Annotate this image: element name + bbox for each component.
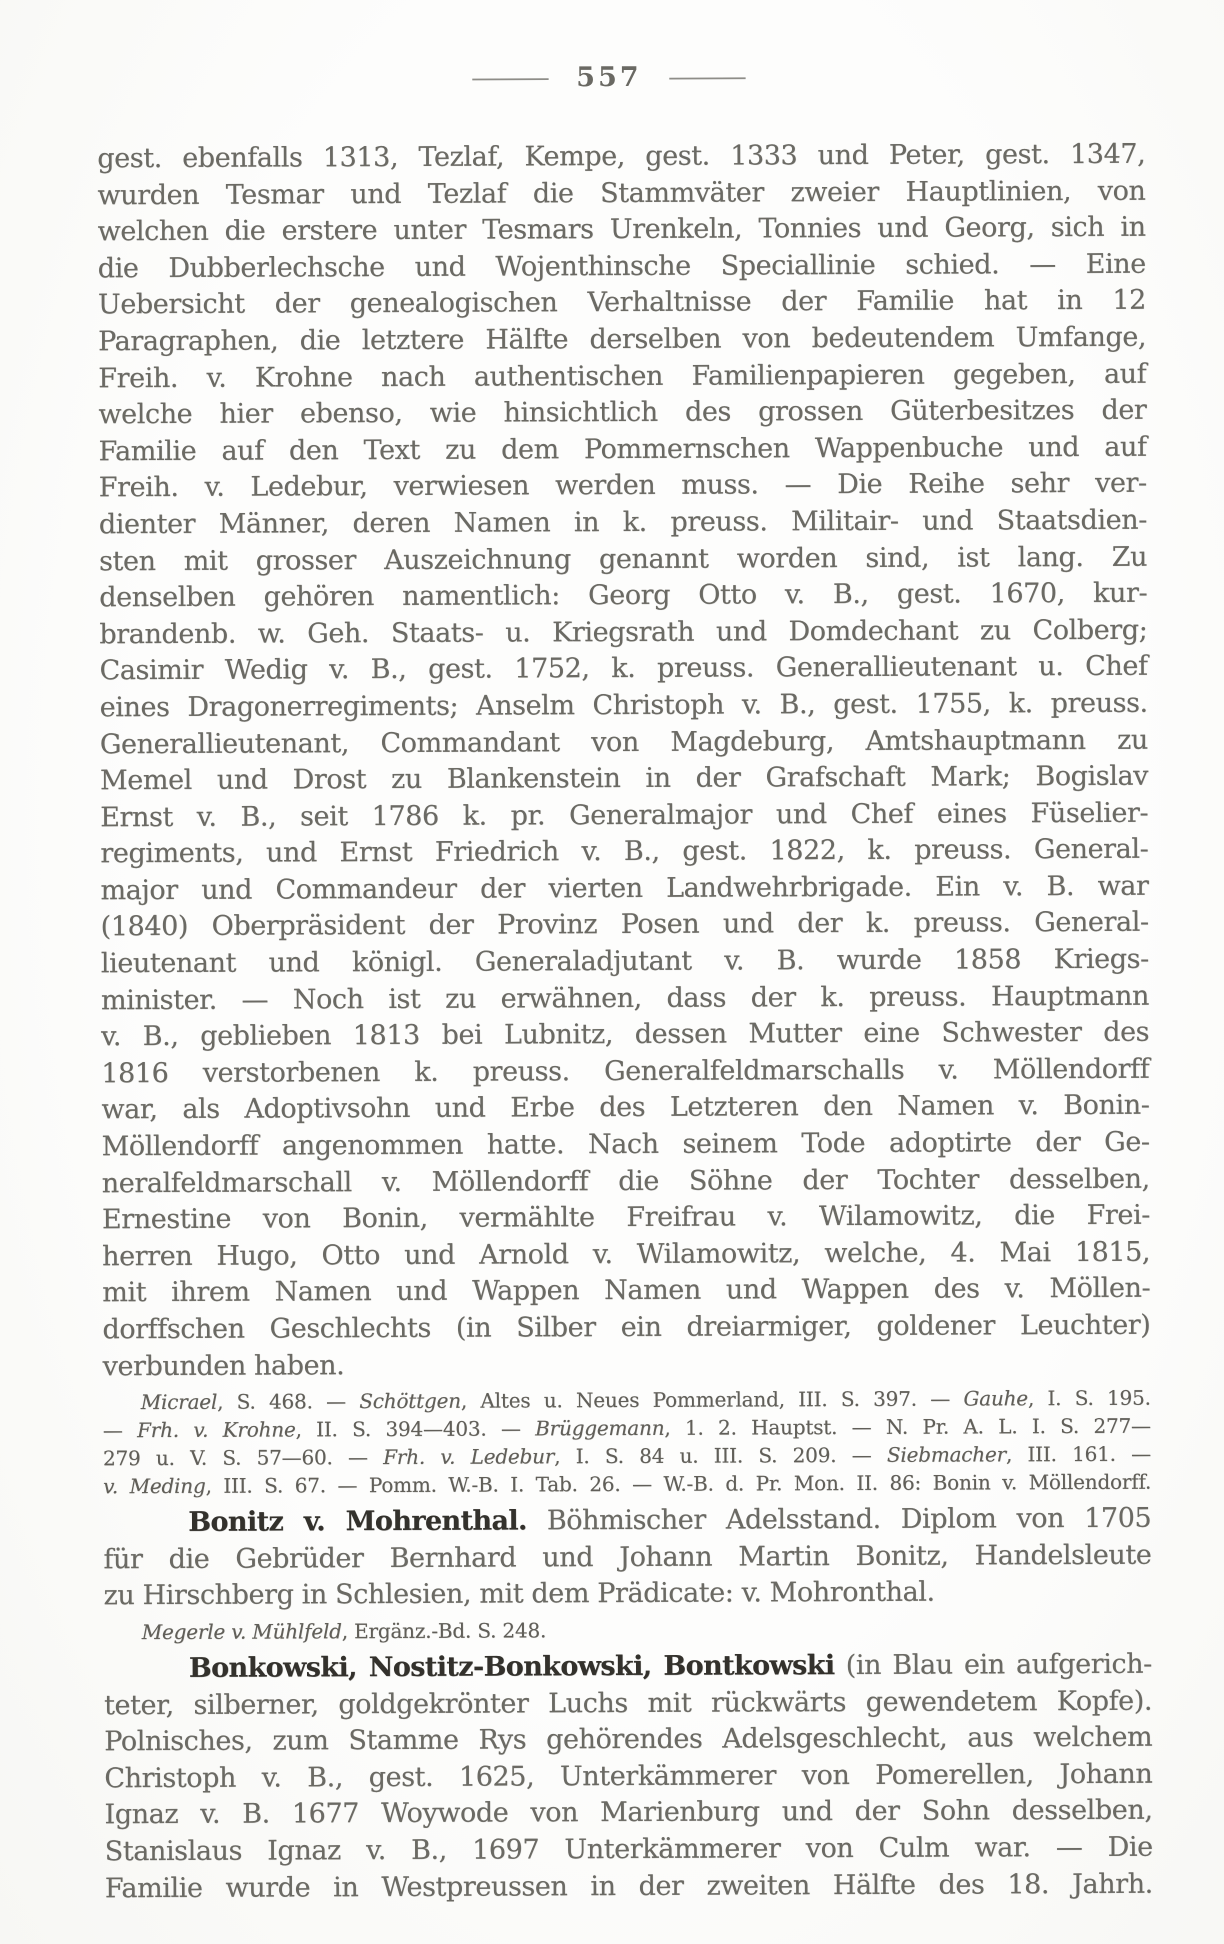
text-line <box>102 1271 1150 1312</box>
text-line <box>104 1756 1152 1797</box>
text-line <box>100 686 1148 727</box>
text-line <box>98 320 1146 361</box>
text-run: lieutenant und königl. Generaladjutant v. B. wurde 1858 Kriegs- <box>100 943 1149 980</box>
text-line <box>99 576 1147 617</box>
text-line <box>99 539 1147 580</box>
text-line <box>97 137 1145 178</box>
text-run: Ignaz v. B. 1677 Woywode von Marienburg und der Sohn desselben, <box>104 1794 1153 1831</box>
text-column <box>97 137 1153 1908</box>
text-line <box>104 1793 1152 1834</box>
text-run: Freih. v. Ledebur, verwiesen werden muss. — Die Reihe sehr ver- <box>98 468 1147 504</box>
text-run: , Ergänz.-Bd. S. 248. <box>341 1618 547 1644</box>
text-run: denselben gehören namentlich: Georg Otto v. B., gest. 1670, kur- <box>99 577 1148 614</box>
text-line <box>102 1234 1150 1275</box>
text-run: eines Dragonerregiments; Anselm Christoph v. B., gest. 1755, k. preuss. <box>99 687 1148 724</box>
text-run: sten mit grosser Auszeichnung genannt worden sind, ist lang. Zu <box>98 541 1148 577</box>
text-run: die Dubberlechsche und Wojenthinsche Speciallinie schied. — Eine <box>97 248 1146 285</box>
text-line <box>99 466 1147 507</box>
text-run: Paragraphen, die letztere Hälfte derselben von bedeutendem Umfange, <box>98 321 1147 358</box>
entry-bonitz-mohrenthal <box>103 1501 1151 1615</box>
text-run: Memel und Drost zu Blankenstein in der Grafschaft Mark; Bogislav <box>99 760 1149 797</box>
text-run: Uebersicht der genealogischen Verhaltnisse der Familie hat in 12 <box>97 285 1146 321</box>
text-line <box>101 1052 1149 1093</box>
text-run: Polnisches, zum Stamme Rys gehörendes Adelsgeschlecht, aus welchem <box>104 1721 1153 1758</box>
text-line <box>99 612 1147 653</box>
text-run: 1816 verstorbenen k. preuss. Generalfeldmarschalls v. Möllendorff <box>101 1053 1150 1090</box>
text-run: Freih. v. Krohne nach authentischen Familienpapieren gegeben, auf <box>98 358 1147 394</box>
header-rule-left: — <box>468 62 553 94</box>
text-run: welche hier ebenso, wie hinsichtlich des grossen Güterbesitzes der <box>98 394 1147 431</box>
text-line <box>102 1125 1150 1166</box>
cited-author: Megerle v. Mühlfeld <box>141 1619 342 1645</box>
bonitz-sources <box>104 1614 1152 1647</box>
cited-author: Frh. v. Krohne <box>136 1417 296 1443</box>
text-run: , S. 468. — <box>217 1389 360 1414</box>
text-line <box>104 1647 1152 1688</box>
text-line <box>101 1088 1149 1129</box>
text-line <box>105 1830 1153 1871</box>
text-line <box>103 1574 1151 1615</box>
text-line <box>101 905 1149 946</box>
entry-bonin-continuation <box>97 137 1150 1386</box>
text-run: — <box>102 1418 138 1443</box>
cited-author: Frh. v. Ledebur <box>383 1444 555 1470</box>
text-run: welchen die erstere unter Tesmars Urenkeln, Tonnies und Georg, sich in <box>97 211 1146 248</box>
text-line <box>98 210 1146 251</box>
text-line <box>100 795 1148 836</box>
text-line <box>103 1468 1151 1501</box>
text-line <box>98 356 1146 397</box>
text-run: Christoph v. B., gest. 1625, Unterkämmerer von Pomerellen, Johann <box>104 1758 1153 1794</box>
text-run: (in Blau ein aufgerich- <box>834 1648 1152 1682</box>
text-run: Stanislaus Ignaz v. B., 1697 Unterkämmerer von Culm war. — Die <box>104 1831 1153 1868</box>
text-run: dienter Männer, deren Namen in k. preuss. Militair- und Staatsdien- <box>98 504 1147 541</box>
text-line <box>104 1614 1152 1647</box>
text-run: gest. ebenfalls 1313, Tezlaf, Kempe, gest. 1333 und Peter, gest. 1347, <box>97 138 1146 175</box>
cited-author: Schöttgen <box>359 1388 461 1414</box>
text-line <box>105 1866 1153 1907</box>
text-run: teter, silberner, goldgekrönter Luchs mit rückwärts gewendetem Kopfe). <box>103 1685 1153 1721</box>
entry-headword: Bonkowski, Nostitz-Bonkowski, Bontkowski <box>188 1650 835 1684</box>
text-run: v. B., geblieben 1813 bei Lubnitz, dessen Mutter eine Schwester des <box>101 1016 1150 1053</box>
text-run: , III. S. 67. — Pomm. W.-B. I. Tab. 26. — W.-B. d. Pr. Mon. II. 86: Bonin v. Möllendorff. <box>205 1469 1152 1498</box>
text-run: 279 u. V. S. 57—60. — <box>102 1445 384 1471</box>
entry-headword: Bonitz v. Mohrenthal. <box>188 1505 527 1539</box>
bonin-sources <box>103 1384 1151 1501</box>
text-run: dorffschen Geschlechts (in Silber ein dreiarmiger, goldener Leuchter) <box>102 1309 1151 1346</box>
text-run: zu Hirschberg in Schlesien, mit dem Prädicate: v. Mohronthal. <box>103 1576 935 1612</box>
text-run: , I. S. 195. <box>1027 1385 1151 1411</box>
text-run: minister. — Noch ist zu erwähnen, dass der k. preuss. Hauptmann <box>100 980 1150 1016</box>
text-run: regiments, und Ernst Friedrich v. B., gest. 1822, k. preuss. General- <box>100 833 1149 870</box>
text-line <box>103 1440 1151 1473</box>
text-run: Böhmischer Adelsstand. Diplom von 1705 <box>526 1502 1152 1537</box>
text-line <box>101 942 1149 983</box>
text-run: , III. 161. — <box>1005 1441 1151 1467</box>
text-run: Casimir Wedig v. B., gest. 1752, k. preuss. Generallieutenant u. Chef <box>99 650 1148 687</box>
text-line <box>98 283 1146 324</box>
header-rule-right: — <box>665 61 750 93</box>
text-run: , Altes u. Neues Pommerland, III. S. 397. — <box>460 1386 964 1413</box>
text-run: , I. S. 84 u. III. S. 209. — <box>554 1442 887 1469</box>
text-line <box>103 1537 1151 1578</box>
text-run: Möllendorff angenommen hatte. Nach seinem Tode adoptirte der Ge- <box>101 1126 1150 1163</box>
cited-author: Siebmacher <box>886 1442 1007 1467</box>
text-line <box>103 1501 1151 1542</box>
text-line <box>102 1308 1150 1349</box>
text-line <box>100 832 1148 873</box>
text-line <box>101 978 1149 1019</box>
text-line <box>102 1161 1150 1202</box>
text-run: war, als Adoptivsohn und Erbe des Letzteren den Namen v. Bonin- <box>101 1090 1150 1126</box>
text-line <box>104 1683 1152 1724</box>
cited-author: Gauhe <box>963 1386 1028 1411</box>
text-run: Familie wurde in Westpreussen in der zweiten Hälfte des 18. Jahrh. <box>104 1868 1153 1904</box>
text-line <box>100 759 1148 800</box>
text-run: Ernst v. B., seit 1786 k. pr. Generalmajor und Chef eines Füselier- <box>100 797 1149 833</box>
text-line <box>104 1720 1152 1761</box>
text-line <box>102 1198 1150 1239</box>
text-run: herren Hugo, Otto und Arnold v. Wilamowitz, welche, 4. Mai 1815, <box>102 1236 1151 1273</box>
text-line <box>99 503 1147 544</box>
cited-author: Brüggemann <box>535 1415 665 1441</box>
text-line <box>99 649 1147 690</box>
text-run: mit ihrem Namen und Wappen Namen und Wappen des v. Möllen- <box>102 1273 1151 1309</box>
text-run: neralfeldmarschall v. Möllendorff die Söhne der Tochter desselben, <box>101 1163 1150 1199</box>
text-run: (1840) Oberpräsident der Provinz Posen und der k. preuss. General- <box>100 907 1149 943</box>
text-line <box>103 1384 1151 1417</box>
text-line <box>100 869 1148 910</box>
running-head <box>0 59 1221 95</box>
text-run: für die Gebrüder Bernhard und Johann Martin Bonitz, Handelsleute <box>103 1539 1152 1576</box>
cited-author: v. Meding <box>103 1473 206 1499</box>
page-number: 557 <box>576 61 642 94</box>
text-run: Ernestine von Bonin, vermählte Freifrau v. Wilamowitz, die Frei- <box>101 1199 1150 1236</box>
cited-author: Micrael <box>140 1389 218 1415</box>
text-line <box>102 1344 1150 1385</box>
text-run: , 1. 2. Hauptst. — N. Pr. A. L. I. S. 277— <box>664 1413 1151 1440</box>
text-line <box>98 429 1146 470</box>
entry-bonkowski <box>104 1647 1153 1908</box>
text-run: Familie auf den Text zu dem Pommernschen Wappenbuche und auf <box>98 431 1147 467</box>
text-line <box>101 1015 1149 1056</box>
text-run: brandenb. w. Geh. Staats- u. Kriegsrath und Domdechant zu Colberg; <box>99 614 1148 650</box>
text-line <box>98 393 1146 434</box>
text-run: wurden Tesmar und Tezlaf die Stammväter zweier Hauptlinien, von <box>97 175 1146 211</box>
text-run: verbunden haben. <box>102 1349 345 1382</box>
text-run: , II. S. 394—403. — <box>295 1416 536 1442</box>
text-run: Generallieutenant, Commandant von Magdeburg, Amtshauptmann zu <box>99 724 1148 760</box>
text-run: major und Commandeur der vierten Landwehrbrigade. Ein v. B. war <box>100 870 1149 907</box>
text-line <box>100 722 1148 763</box>
text-line <box>103 1412 1151 1445</box>
text-line <box>98 246 1146 287</box>
text-line <box>97 173 1145 214</box>
